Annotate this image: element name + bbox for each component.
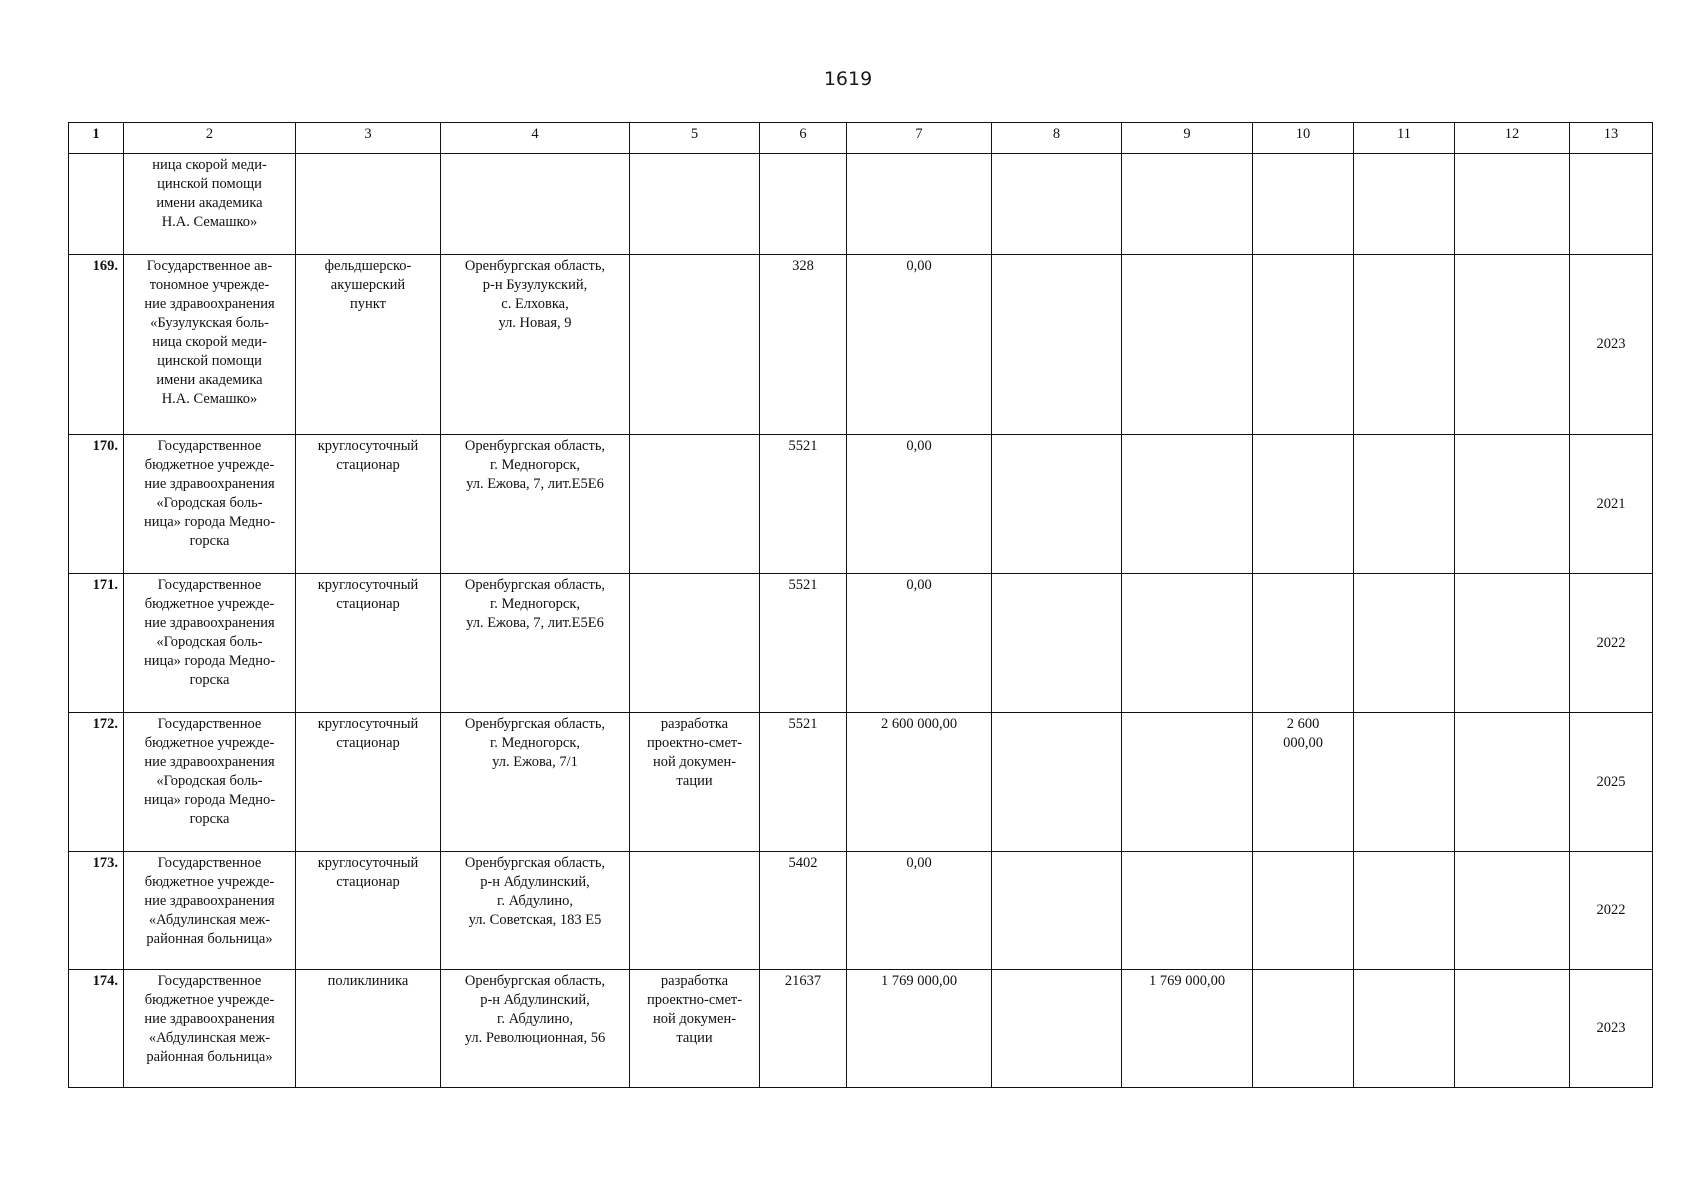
cell-total-amount: 0,00 <box>847 574 992 713</box>
cell-col-12 <box>1455 255 1570 435</box>
cell-work-type: разработка проектно-смет- ной докумен- тации <box>630 713 760 852</box>
cell-col-8 <box>992 255 1122 435</box>
cell-work-type <box>630 255 760 435</box>
cell-col-10 <box>1253 852 1354 970</box>
cell-institution: Государственное бюджетное учрежде- ние здравоохранения «Абдулинская меж- районная больница» <box>124 970 296 1088</box>
cell-col-8 <box>992 852 1122 970</box>
cell-code: 5521 <box>760 713 847 852</box>
column-header: 8 <box>992 123 1122 154</box>
table-row <box>69 435 1653 574</box>
cell-institution: Государственное бюджетное учрежде- ние здравоохранения «Городская боль- ница» города Медно- горска <box>124 574 296 713</box>
cell-empty <box>630 154 760 255</box>
cell-address: Оренбургская область, г. Медногорск, ул. Ежова, 7, лит.Е5Е6 <box>441 574 630 713</box>
cell-code: 328 <box>760 255 847 435</box>
cell-work-type <box>630 574 760 713</box>
cell-code: 5402 <box>760 852 847 970</box>
cell-facility-type: круглосуточный стационар <box>296 713 441 852</box>
cell-col-12 <box>1455 574 1570 713</box>
cell-num <box>69 154 124 255</box>
cell-col-11 <box>1354 970 1455 1088</box>
cell-col-8 <box>992 713 1122 852</box>
cell-institution: Государственное ав- тономное учрежде- ние здравоохранения «Бузулукская боль- ница скорой меди- цинской помощи имени академика Н.А. Семашко» <box>124 255 296 435</box>
cell-year: 2022 <box>1570 574 1653 713</box>
table-row <box>69 713 1653 852</box>
cell-row-number: 174. <box>69 970 124 1088</box>
cell-empty <box>992 154 1122 255</box>
cell-col-9 <box>1122 435 1253 574</box>
cell-empty <box>1354 154 1455 255</box>
cell-institution: ница скорой меди- цинской помощи имени академика Н.А. Семашко» <box>124 154 296 255</box>
data-table <box>68 122 1653 1088</box>
cell-col-9 <box>1122 852 1253 970</box>
cell-row-number: 173. <box>69 852 124 970</box>
cell-year: 2022 <box>1570 852 1653 970</box>
cell-col-11 <box>1354 713 1455 852</box>
continuation-row <box>69 154 1653 255</box>
cell-total-amount: 0,00 <box>847 435 992 574</box>
cell-facility-type: круглосуточный стационар <box>296 574 441 713</box>
cell-address: Оренбургская область, р-н Абдулинский, г. Абдулино, ул. Революционная, 56 <box>441 970 630 1088</box>
cell-col-10 <box>1253 435 1354 574</box>
cell-col-9 <box>1122 574 1253 713</box>
cell-empty <box>1455 154 1570 255</box>
column-header: 7 <box>847 123 992 154</box>
cell-code: 5521 <box>760 574 847 713</box>
table-row <box>69 852 1653 970</box>
cell-empty <box>296 154 441 255</box>
column-header: 1 <box>69 123 124 154</box>
cell-empty <box>847 154 992 255</box>
cell-col-12 <box>1455 435 1570 574</box>
cell-col-11 <box>1354 435 1455 574</box>
cell-year: 2021 <box>1570 435 1653 574</box>
cell-col-12 <box>1455 852 1570 970</box>
cell-row-number: 170. <box>69 435 124 574</box>
cell-work-type: разработка проектно-смет- ной докумен- тации <box>630 970 760 1088</box>
cell-row-number: 172. <box>69 713 124 852</box>
cell-empty <box>1122 154 1253 255</box>
cell-total-amount: 0,00 <box>847 852 992 970</box>
cell-facility-type: фельдшерско- акушерский пункт <box>296 255 441 435</box>
cell-code: 5521 <box>760 435 847 574</box>
cell-empty <box>1570 154 1653 255</box>
cell-col-11 <box>1354 574 1455 713</box>
column-header: 5 <box>630 123 760 154</box>
column-header: 3 <box>296 123 441 154</box>
table-row <box>69 970 1653 1088</box>
cell-col-9 <box>1122 713 1253 852</box>
cell-row-number: 171. <box>69 574 124 713</box>
column-header: 9 <box>1122 123 1253 154</box>
cell-col-8 <box>992 970 1122 1088</box>
cell-row-number: 169. <box>69 255 124 435</box>
column-header: 4 <box>441 123 630 154</box>
cell-col-11 <box>1354 852 1455 970</box>
cell-total-amount: 1 769 000,00 <box>847 970 992 1088</box>
table-row <box>69 574 1653 713</box>
cell-facility-type: круглосуточный стационар <box>296 435 441 574</box>
column-header: 12 <box>1455 123 1570 154</box>
cell-col-8 <box>992 574 1122 713</box>
cell-year: 2023 <box>1570 255 1653 435</box>
cell-col-9: 1 769 000,00 <box>1122 970 1253 1088</box>
cell-year: 2023 <box>1570 970 1653 1088</box>
page-number: 1619 <box>823 68 873 90</box>
cell-col-10 <box>1253 574 1354 713</box>
column-number-header-row <box>69 123 1653 154</box>
cell-col-12 <box>1455 970 1570 1088</box>
cell-institution: Государственное бюджетное учрежде- ние здравоохранения «Городская боль- ница» города Медно- горска <box>124 435 296 574</box>
cell-institution: Государственное бюджетное учрежде- ние здравоохранения «Абдулинская меж- районная больница» <box>124 852 296 970</box>
column-header: 2 <box>124 123 296 154</box>
cell-empty <box>760 154 847 255</box>
cell-col-10: 2 600 000,00 <box>1253 713 1354 852</box>
cell-total-amount: 0,00 <box>847 255 992 435</box>
cell-address: Оренбургская область, р-н Бузулукский, с. Елховка, ул. Новая, 9 <box>441 255 630 435</box>
cell-empty <box>1253 154 1354 255</box>
cell-col-8 <box>992 435 1122 574</box>
cell-col-11 <box>1354 255 1455 435</box>
cell-institution: Государственное бюджетное учрежде- ние здравоохранения «Городская боль- ница» города Медно- горска <box>124 713 296 852</box>
cell-facility-type: поликлиника <box>296 970 441 1088</box>
column-header: 6 <box>760 123 847 154</box>
cell-empty <box>441 154 630 255</box>
column-header: 11 <box>1354 123 1455 154</box>
cell-address: Оренбургская область, г. Медногорск, ул. Ежова, 7/1 <box>441 713 630 852</box>
cell-address: Оренбургская область, р-н Абдулинский, г. Абдулино, ул. Советская, 183 Е5 <box>441 852 630 970</box>
table-row <box>69 255 1653 435</box>
cell-address: Оренбургская область, г. Медногорск, ул. Ежова, 7, лит.Е5Е6 <box>441 435 630 574</box>
cell-year: 2025 <box>1570 713 1653 852</box>
cell-col-12 <box>1455 713 1570 852</box>
column-header: 13 <box>1570 123 1653 154</box>
cell-col-10 <box>1253 970 1354 1088</box>
cell-facility-type: круглосуточный стационар <box>296 852 441 970</box>
cell-work-type <box>630 435 760 574</box>
cell-col-9 <box>1122 255 1253 435</box>
cell-code: 21637 <box>760 970 847 1088</box>
column-header: 10 <box>1253 123 1354 154</box>
cell-work-type <box>630 852 760 970</box>
cell-col-10 <box>1253 255 1354 435</box>
cell-total-amount: 2 600 000,00 <box>847 713 992 852</box>
